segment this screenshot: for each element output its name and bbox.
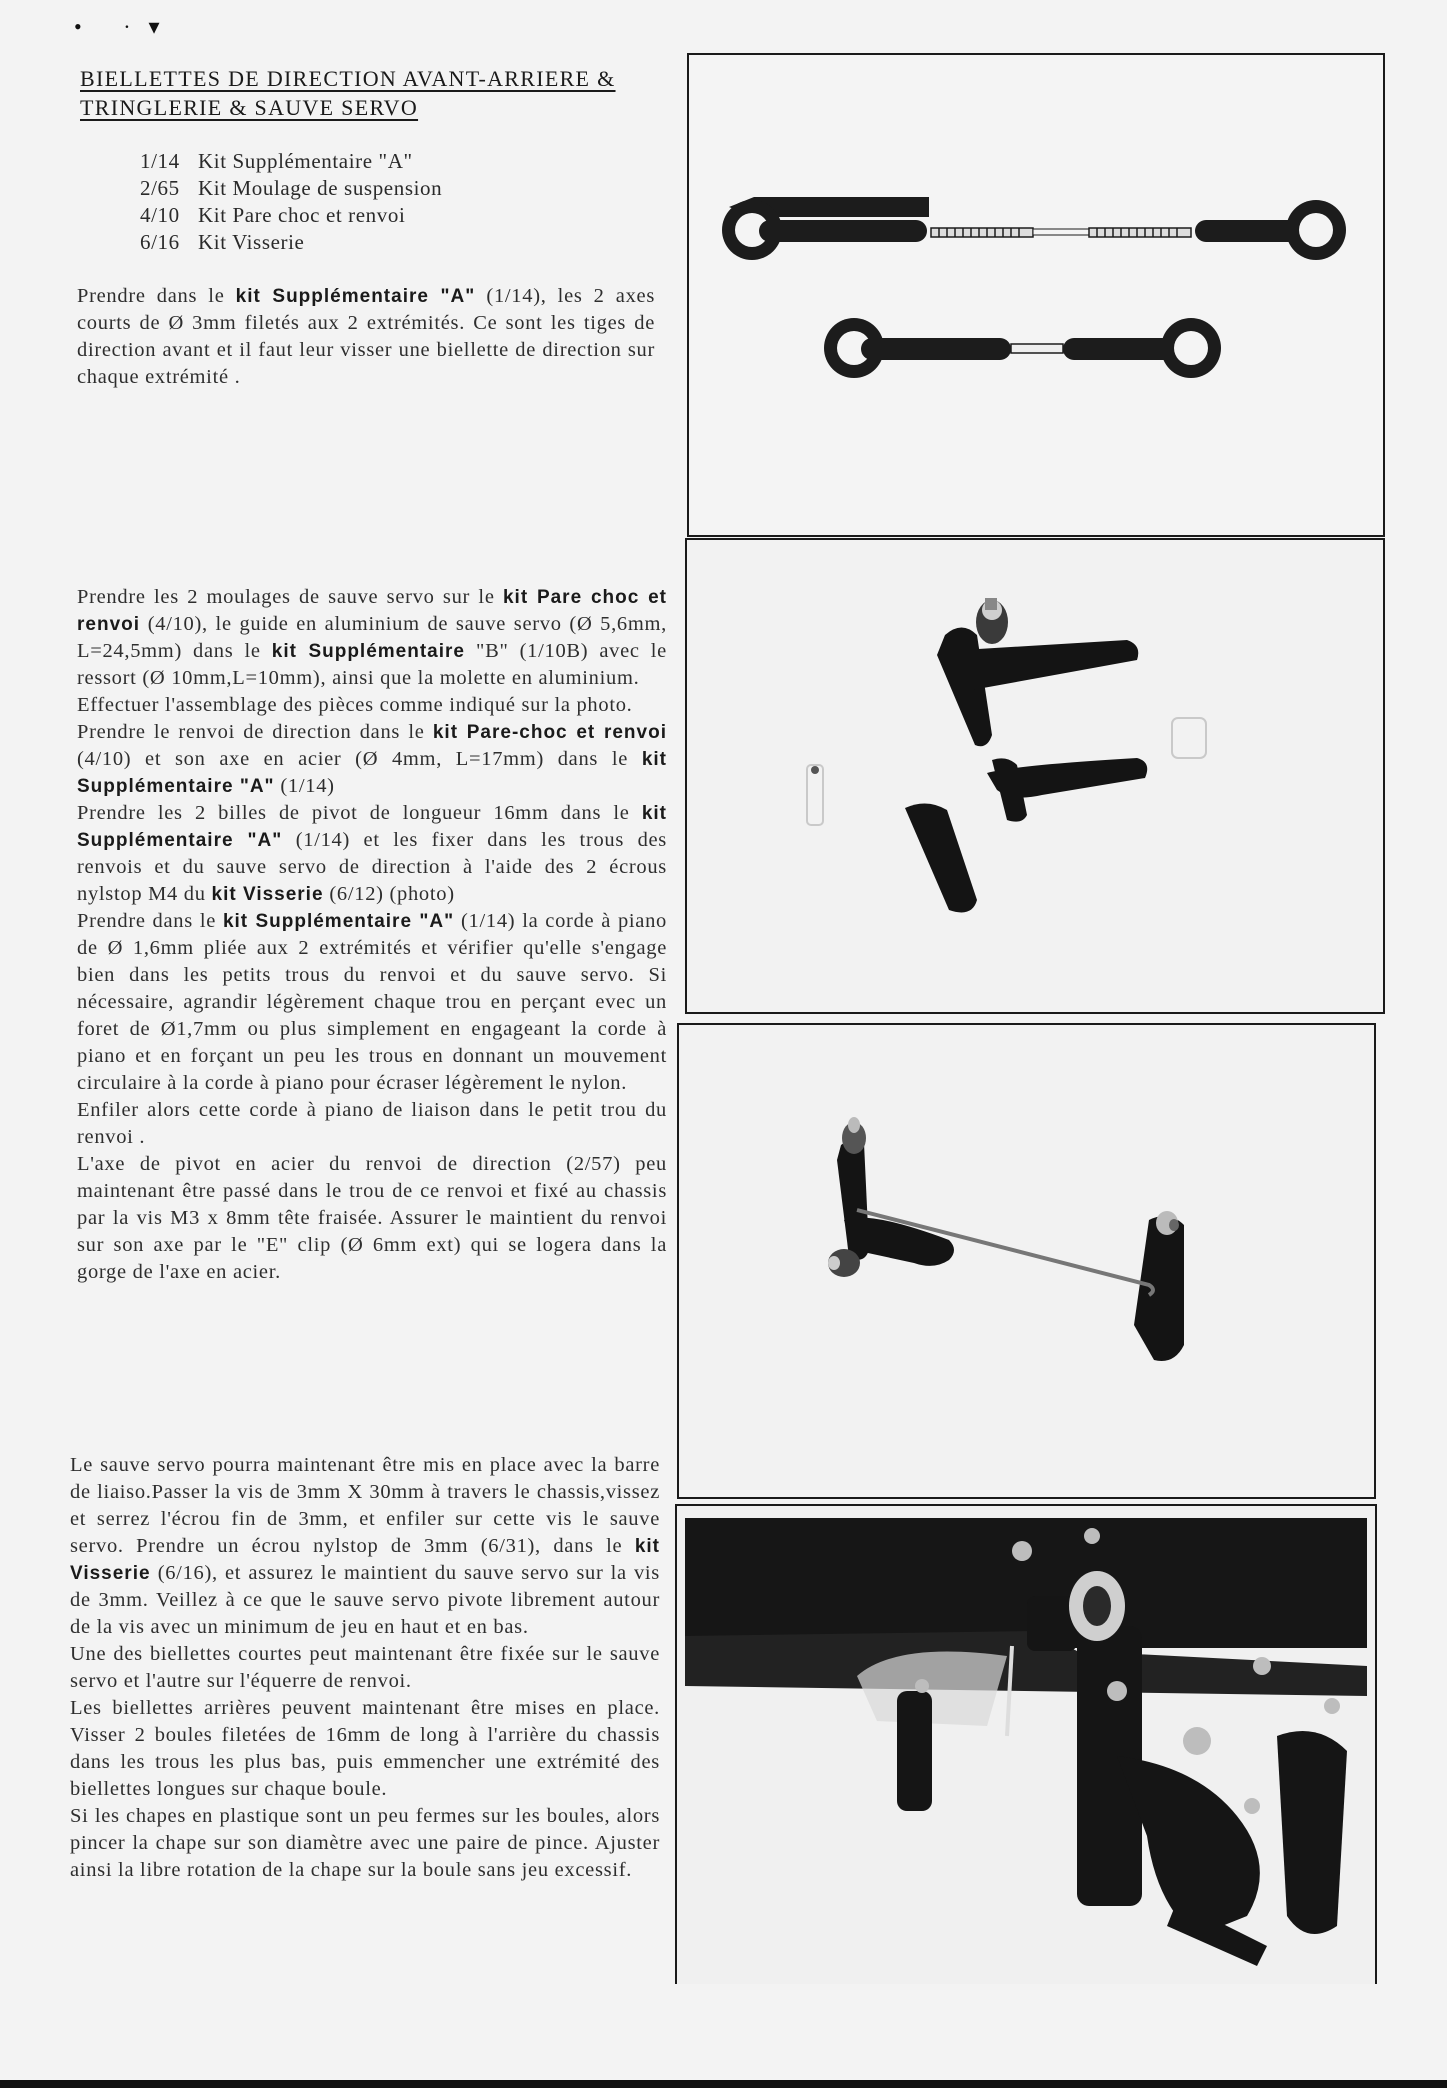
kit-reference: kit Supplémentaire "A" <box>77 803 667 851</box>
paragraph: Effectuer l'assemblage des pièces comme indiqué sur la photo. <box>77 694 633 716</box>
kit-reference: kit Supplémentaire "A" <box>235 286 476 307</box>
kit-reference: kit Supplémentaire "A" <box>77 749 667 797</box>
kit-reference: kit Pare-choc et renvoi <box>432 722 667 743</box>
paragraph: Enfiler alors cette corde à piano de liaison dans le petit trou du renvoi . <box>77 1099 667 1148</box>
text-run: (6/16), et assurez le maintient du sauve servo sur la vis de 3mm. Veillez à ce que le sauve servo pivote librement autour de la vis avec un minimum de jeu en haut et en bas. <box>70 1562 660 1638</box>
kit-row <box>140 148 442 175</box>
text-run: (4/10), le guide en aluminium de sauve servo (Ø 5,6mm, L=24,5mm) dans le <box>77 613 667 662</box>
kit-reference: kit Supplémentaire "A" <box>222 911 455 932</box>
paragraph: Une des biellettes courtes peut maintenant être fixée sur le sauve servo et l'autre sur l'équerre de renvoi. <box>70 1643 660 1692</box>
chassis-photo-frame <box>675 1504 1377 1984</box>
paragraph <box>77 283 655 391</box>
kit-reference: kit Visserie <box>211 884 324 905</box>
short-rod-assembly <box>824 318 1221 378</box>
paragraph <box>77 584 667 692</box>
kit-reference: kit Pare choc et renvoi <box>77 587 667 635</box>
kit-name: Kit Pare choc et renvoi <box>198 203 406 227</box>
paragraph <box>70 1452 660 1641</box>
text-run: Prendre dans le <box>77 285 236 307</box>
text-run: (1/14), les 2 axes courts de Ø 3mm filetés aux 2 extrémités. Ce sont les tiges de direction avant et il faut leur visser une biellette de direction sur chaque extrémité . <box>77 285 655 388</box>
kit-row <box>140 229 442 256</box>
servo-saver-parts-photo <box>687 540 1383 1012</box>
text-run: "B" (1/10B) avec le ressort (Ø 10mm,L=10mm), ainsi que la molette en aluminium. <box>77 640 667 689</box>
section-servo-saver <box>77 584 667 1286</box>
steering-rod-drawing <box>689 55 1383 535</box>
linkage-photo-frame <box>677 1023 1376 1499</box>
page-title <box>80 64 680 122</box>
section-front-rods <box>77 283 655 391</box>
kit-row <box>140 202 442 229</box>
bottom-rule <box>0 2080 1447 2088</box>
text-run: (1/14) et les fixer dans les trous des renvois et du sauve servo de direction à l'aide des 2 écrous nylstop M4 du <box>77 829 667 905</box>
text-run: Prendre les 2 billes de pivot de longueur 16mm dans le <box>77 802 642 824</box>
text-run: (4/10) et son axe en acier (Ø 4mm, L=17mm) dans le <box>77 748 642 770</box>
paragraph <box>77 908 667 1097</box>
section-rear-rods <box>70 1452 660 1884</box>
kit-list <box>140 148 442 256</box>
paragraph: Les biellettes arrières peuvent maintenant être mises en place. Visser 2 boules filetées de 16mm de long à l'arrière du chassis dans les trous les plus bas, puis emmencher une extrémité des biellettes longues sur chaque boule. <box>70 1697 660 1800</box>
linkage-assembly-photo <box>679 1025 1374 1497</box>
parts-photo-frame <box>685 538 1385 1014</box>
kit-reference: kit Visserie <box>70 1536 660 1584</box>
text-run: Prendre dans le <box>77 910 223 932</box>
kit-name: Kit Moulage de suspension <box>198 176 443 200</box>
text-run: (1/14) <box>274 775 335 797</box>
corner-mark: • ·▾ <box>74 14 178 39</box>
text-run: (6/12) (photo) <box>323 883 455 905</box>
text-run: Prendre le renvoi de direction dans le <box>77 721 433 743</box>
text-run: Prendre les 2 moulages de sauve servo sur le <box>77 586 503 608</box>
title-line-2: TRINGLERIE & SAUVE SERVO <box>80 95 419 120</box>
paragraph <box>77 719 667 800</box>
text-run: (1/14) la corde à piano de Ø 1,6mm pliée aux 2 extrémités et vérifier qu'elle s'engage bien dans les petits trous du renvoi et du sauve servo. Si nécessaire, agrandir légèrement chaque trou en perçant evec un foret de Ø1,7mm ou plus simplement en engageant la corde à piano et en forçant un peu les trous en donnant un mouvement circulaire à la corde à piano pour écraser légèrement le nylon. <box>77 910 667 1094</box>
kit-reference: kit Supplémentaire <box>271 641 465 662</box>
kit-code: 2/65 <box>140 176 180 200</box>
kit-code: 4/10 <box>140 203 180 227</box>
paragraph <box>77 800 667 908</box>
kit-row <box>140 175 442 202</box>
kit-code: 1/14 <box>140 149 180 173</box>
kit-name: Kit Supplémentaire "A" <box>198 149 413 173</box>
paragraph: L'axe de pivot en acier du renvoi de direction (2/57) peu maintenant être passé dans le trou de ce renvoi et fixé au chassis par la vis M3 x 8mm tête fraisée. Assurer le maintient du renvoi sur son axe par le "E" clip (Ø 6mm ext) qui se logera dans la gorge de l'axe en acier. <box>77 1153 667 1283</box>
kit-name: Kit Visserie <box>198 230 305 254</box>
long-rod-assembly <box>722 197 1346 260</box>
kit-code: 6/16 <box>140 230 180 254</box>
chassis-assembly-photo <box>677 1506 1375 1984</box>
rod-diagram-frame <box>687 53 1385 537</box>
text-run: Le sauve servo pourra maintenant être mis en place avec la barre de liaiso.Passer la vis de 3mm X 30mm à travers le chassis,vissez et serrez l'écrou fin de 3mm, et enfiler sur cette vis le sauve servo. Prendre un écrou nylstop de 3mm (6/31), dans le <box>70 1454 660 1557</box>
paragraph: Si les chapes en plastique sont un peu fermes sur les boules, alors pincer la chape sur son diamètre avec une paire de pince. Ajuster ainsi la libre rotation de la chape sur la boule sans jeu excessif. <box>70 1805 660 1881</box>
title-line-1: BIELLETTES DE DIRECTION AVANT-ARRIERE & <box>80 66 616 91</box>
